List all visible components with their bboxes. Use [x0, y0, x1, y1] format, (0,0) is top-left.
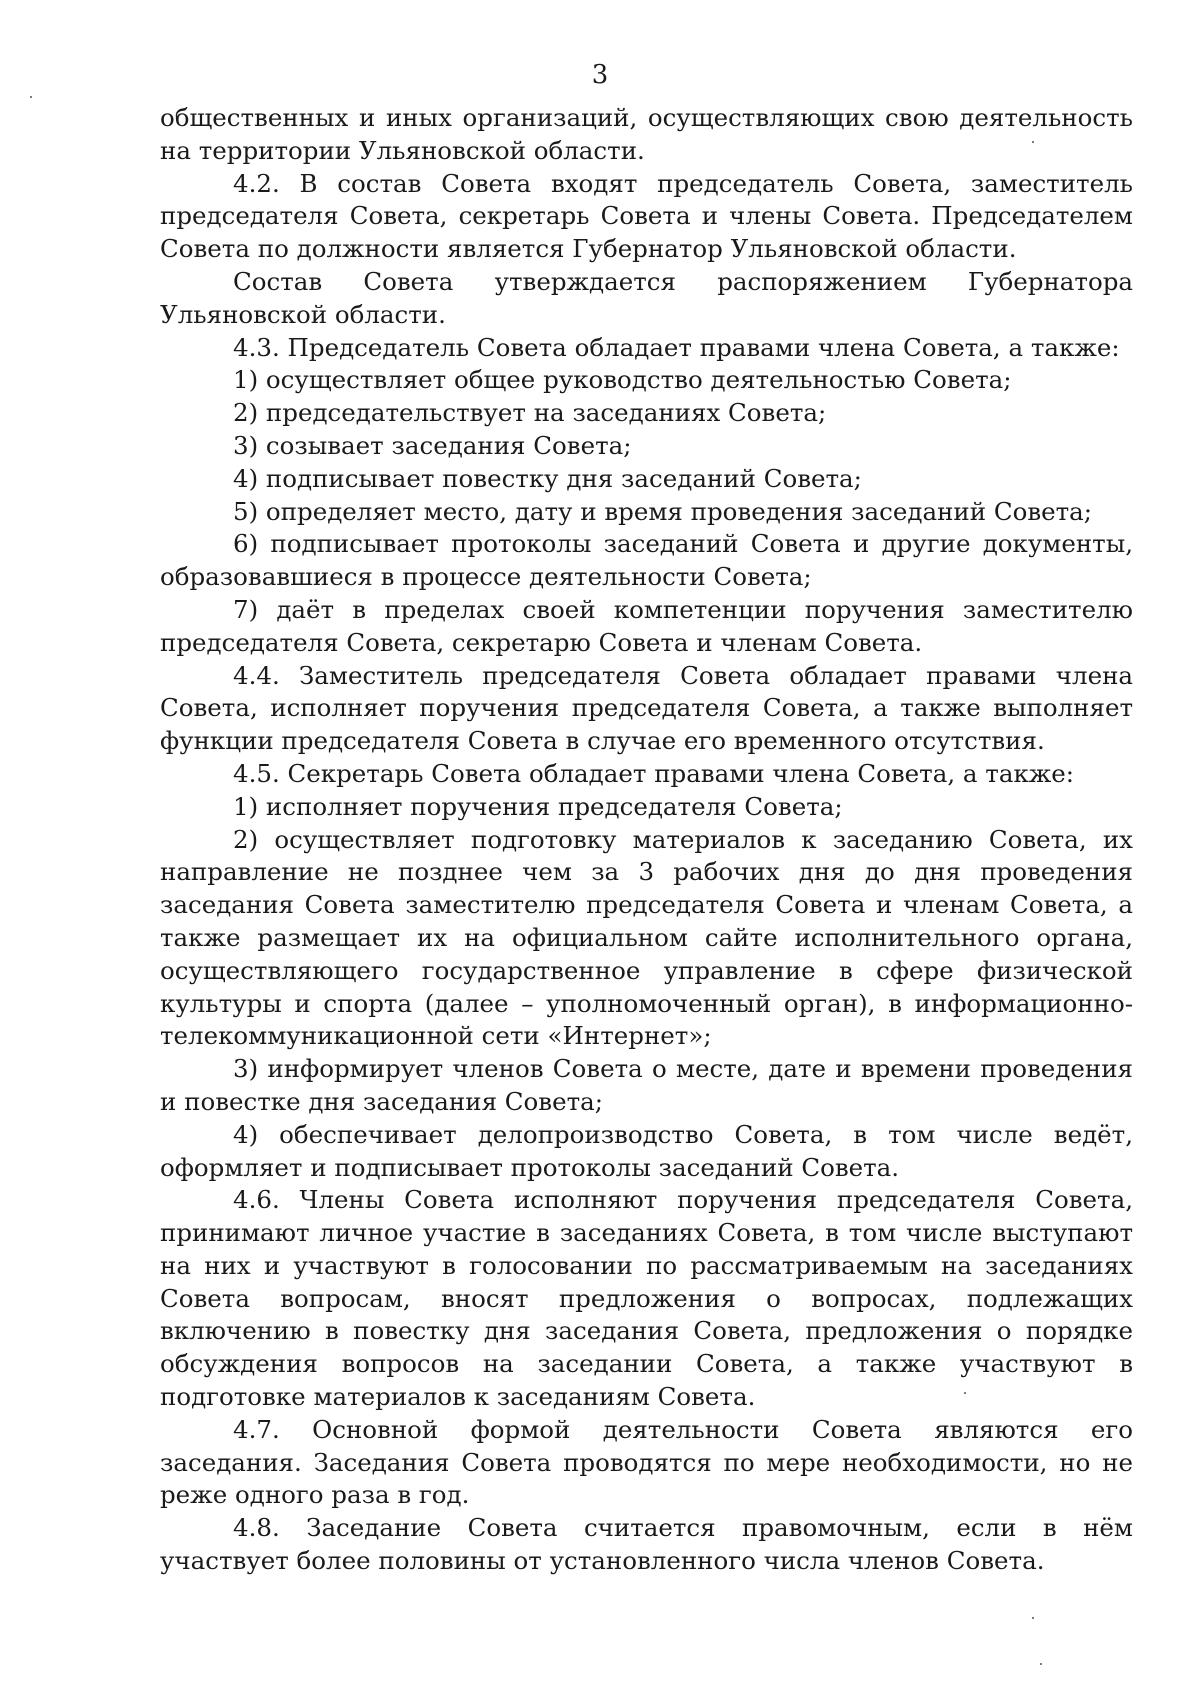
document-body: [160, 102, 1133, 1578]
scan-speck: [30, 96, 32, 98]
list-item: 3) информирует членов Совета о месте, дате и времени проведения и повестке дня заседания Совета;: [160, 1054, 1133, 1116]
paragraph-4-5: 4.5. Секретарь Совета обладает правами члена Совета, а также:: [233, 758, 1075, 788]
paragraph-4-7: 4.7. Основной формой деятельности Совета являются его заседания. Заседания Совета проводятся по мере необходимости, но не реже одного раза в год.: [160, 1414, 1133, 1510]
list-item: 3) созывает заседания Совета;: [233, 430, 632, 460]
scan-speck: [1032, 1617, 1034, 1619]
list-item: 5) определяет место, дату и время проведения заседаний Совета;: [233, 496, 1093, 526]
list-item: 7) даёт в пределах своей компетенции поручения заместителю председателя Совета, секретарю Совета и членам Совета.: [160, 594, 1133, 657]
list-item: 4) обеспечивает делопроизводство Совета, в том числе ведёт, оформляет и подписывает протоколы заседаний Совета.: [160, 1119, 1133, 1182]
scan-speck: [964, 1392, 966, 1394]
paragraph-4-2: 4.2. В состав Совета входят председатель Совета, заместитель председателя Совета, секретарь Совета и члены Совета. Председателем Совета по должности является Губернатор Ульяновской области.: [160, 168, 1133, 264]
paragraph-4-4: 4.4. Заместитель председателя Совета обладает правами члена Совета, исполняет поручения председателя Совета, а также выполняет функции председателя Совета в случае его временного отсутствия.: [160, 660, 1133, 756]
list-item: 1) осуществляет общее руководство деятельностью Совета;: [233, 365, 1012, 395]
paragraph-4-8: 4.8. Заседание Совета считается правомочным, если в нём участвует более половины от установленного числа членов Совета.: [160, 1513, 1133, 1576]
paragraph-4-3: 4.3. Председатель Совета обладает правами члена Совета, а также:: [233, 332, 1120, 362]
list-item: 2) председательствует на заседаниях Совета;: [233, 398, 827, 428]
list-item: 1) исполняет поручения председателя Совета;: [233, 791, 843, 821]
paragraph-council-composition: Состав Совета утверждается распоряжением Губернатора Ульяновской области.: [160, 266, 1133, 329]
page-number: 3: [591, 60, 609, 90]
list-item: 6) подписывает протоколы заседаний Совета и другие документы, образовавшиеся в процессе деятельности Совета;: [160, 529, 1133, 592]
scan-speck: [1040, 1663, 1042, 1665]
paragraph-continuation: общественных и иных организаций, осуществляющих свою деятельность на территории Ульяновской области.: [160, 103, 1133, 165]
list-item: 2) осуществляет подготовку материалов к заседанию Совета, их направление не позднее чем за 3 рабочих дня до дня проведения заседания Совета заместителю председателя Совета и членам Совета, а также размещает их на официальном сайте исполнительного органа, осуществляющего государственное управление в сфере физической культуры и спорта (далее – уполномоченный орган), в информационно-телекоммуникационной сети «Интернет»;: [160, 824, 1133, 1051]
paragraph-4-6: 4.6. Члены Совета исполняют поручения председателя Совета, принимают личное участие в заседаниях Совета, в том числе выступают на них и участвуют в голосовании по рассматриваемым на заседаниях Совета вопросам, вносят предложения о вопросах, подлежащих включению в повестку дня заседания Совета, предложения о порядке обсуждения вопросов на заседании Совета, а также участвуют в подготовке материалов к заседаниям Совета.: [160, 1185, 1133, 1412]
scan-speck: [1032, 141, 1034, 143]
list-item: 4) подписывает повестку дня заседаний Совета;: [233, 463, 862, 493]
